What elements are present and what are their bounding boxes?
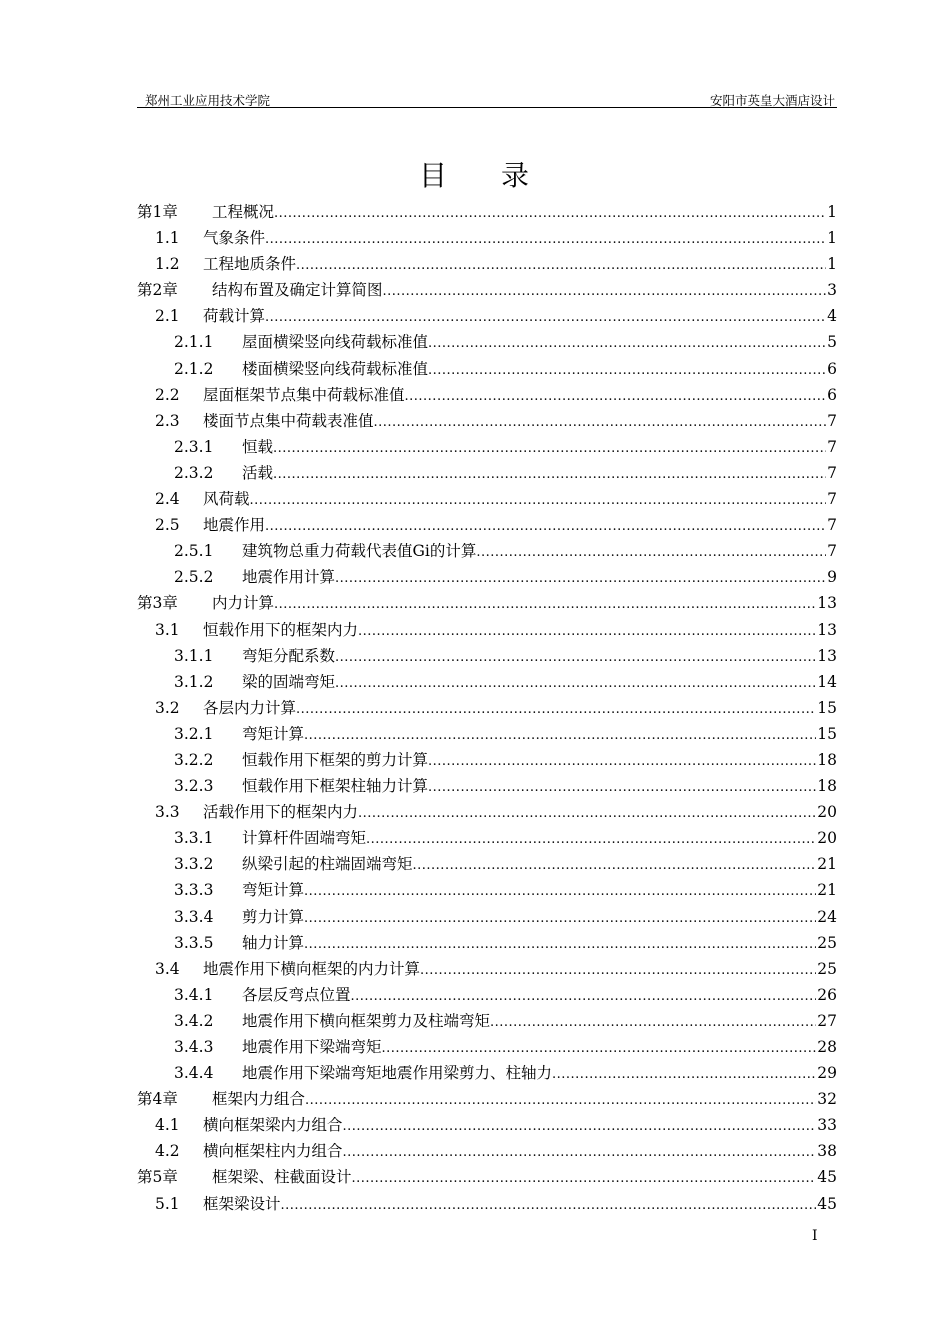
- toc-entry-number: 第2章: [137, 281, 178, 300]
- toc-leader-dots: [352, 1164, 817, 1192]
- toc-leader-dots: [383, 277, 827, 305]
- toc-entry-number: 4.2: [155, 1142, 180, 1161]
- toc-leader-dots: [265, 512, 826, 540]
- toc-entry[interactable]: [137, 643, 837, 669]
- toc-entry[interactable]: [137, 1138, 837, 1164]
- toc-entry[interactable]: [137, 956, 837, 982]
- toc-title: [0, 154, 950, 194]
- toc-entry-title: 轴力计算: [242, 933, 305, 952]
- toc-entry-title: 恒载作用下框架的剪力计算: [242, 750, 429, 769]
- toc-entry-number: 3.3: [155, 803, 180, 822]
- toc-entry-title: 框架内力组合: [212, 1090, 306, 1109]
- toc-entry[interactable]: [137, 1008, 837, 1034]
- toc-entry-number: 3.2.3: [174, 777, 214, 796]
- toc-leader-dots: [358, 617, 816, 645]
- toc-entry-title: 屋面横梁竖向线荷载标准值: [242, 333, 429, 352]
- toc-entry-number: 3.2: [155, 698, 180, 717]
- toc-title-char: 目: [418, 159, 449, 192]
- toc-entry[interactable]: [137, 564, 837, 590]
- toc-entry-title: 地震作用下横向框架的内力计算: [203, 959, 421, 978]
- toc-entry-title: 各层内力计算: [203, 698, 297, 717]
- toc-entry-page: 25: [817, 959, 837, 978]
- toc-entry[interactable]: [137, 408, 837, 434]
- toc-entry-number: 3.2.2: [174, 750, 214, 769]
- toc-entry[interactable]: [137, 590, 837, 616]
- toc-entry[interactable]: [137, 1112, 837, 1138]
- toc-entry-page: 29: [817, 1064, 837, 1083]
- toc-leader-dots: [358, 799, 816, 827]
- toc-entry[interactable]: [137, 904, 837, 930]
- toc-entry[interactable]: [137, 1164, 837, 1190]
- toc-entry-title: 弯矩分配系数: [242, 646, 336, 665]
- toc-leader-dots: [428, 773, 816, 801]
- toc-entry[interactable]: [137, 982, 837, 1008]
- toc-entry[interactable]: [137, 747, 837, 773]
- toc-entry-page: 45: [817, 1194, 837, 1213]
- toc-entry[interactable]: [137, 1191, 837, 1217]
- toc-entry-number: 4.1: [155, 1116, 180, 1135]
- toc-leader-dots: [304, 930, 816, 958]
- toc-entry-page: 20: [817, 829, 837, 848]
- toc-entry-title: 地震作用下横向框架剪力及柱端弯矩: [242, 1011, 491, 1030]
- toc-entry-number: 3.3.3: [174, 881, 214, 900]
- toc-entry-number: 3.4.4: [174, 1064, 214, 1083]
- toc-leader-dots: [366, 825, 816, 853]
- toc-leader-dots: [351, 982, 817, 1010]
- toc-leader-dots: [428, 356, 826, 384]
- toc-entry[interactable]: [137, 669, 837, 695]
- toc-entry-title: 恒载作用下的框架内力: [203, 620, 359, 639]
- header-institution: 郑州工业应用技术学院: [145, 93, 271, 108]
- toc-leader-dots: [281, 1191, 817, 1219]
- toc-entry-number: 3.3.2: [174, 855, 214, 874]
- toc-entry[interactable]: [137, 512, 837, 538]
- toc-entry-title: 工程概况: [212, 203, 275, 221]
- toc-entry-number: 2.3.2: [174, 463, 214, 482]
- toc-leader-dots: [265, 225, 826, 253]
- page-number: I: [812, 1228, 818, 1244]
- toc-entry-page: 7: [827, 516, 837, 535]
- toc-leader-dots: [405, 382, 827, 410]
- toc-leader-dots: [274, 590, 816, 618]
- toc-entry-page: 7: [827, 463, 837, 482]
- toc-entry[interactable]: [137, 825, 837, 851]
- toc-entry-page: 38: [817, 1142, 837, 1161]
- toc-entry-number: 2.4: [155, 490, 180, 509]
- toc-entry-page: 21: [817, 855, 837, 874]
- toc-entry-title: 活载: [242, 463, 274, 482]
- toc-entry-title: 地震作用下梁端弯矩地震作用梁剪力、柱轴力: [242, 1064, 553, 1083]
- toc-entry[interactable]: [137, 877, 837, 903]
- toc-entry-number: 3.3.4: [174, 907, 214, 926]
- toc-entry-number: 2.5.2: [174, 568, 214, 587]
- toc-entry-page: 1: [827, 229, 837, 248]
- toc-entry-title: 屋面框架节点集中荷载标准值: [203, 385, 405, 404]
- toc-entry-page: 13: [817, 620, 837, 639]
- toc-entry-page: 27: [817, 1011, 837, 1030]
- toc-entry-title: 楼面横梁竖向线荷载标准值: [242, 359, 429, 378]
- toc-leader-dots: [428, 747, 816, 775]
- toc-entry-page: 9: [827, 568, 837, 587]
- toc-entry-page: 18: [817, 750, 837, 769]
- toc-entry-page: 26: [817, 985, 837, 1004]
- toc-entry-number: 2.1.2: [174, 359, 214, 378]
- toc-entry[interactable]: [137, 1086, 837, 1112]
- toc-entry-number: 3.2.1: [174, 724, 214, 743]
- toc-entry[interactable]: [137, 721, 837, 747]
- toc-entry-title: 建筑物总重力荷载代表值Gi的计算: [242, 542, 477, 561]
- toc-entry-number: 2.1: [155, 307, 180, 326]
- toc-entry[interactable]: [137, 486, 837, 512]
- toc-entry[interactable]: [137, 434, 837, 460]
- toc-title-char: 录: [501, 159, 532, 192]
- toc-entry-title: 活载作用下的框架内力: [203, 803, 359, 822]
- toc-entry-number: 3.4: [155, 959, 180, 978]
- toc-entry-page: 20: [817, 803, 837, 822]
- toc-entry-title: 弯矩计算: [242, 724, 305, 743]
- toc-entry-page: 1: [827, 203, 837, 221]
- toc-entry-number: 5.1: [155, 1194, 180, 1213]
- toc-entry[interactable]: [137, 382, 837, 408]
- toc-leader-dots: [343, 1138, 817, 1166]
- toc-entry-number: 3.4.1: [174, 985, 214, 1004]
- toc-entry-number: 1.1: [155, 229, 180, 248]
- toc-entry-title: 内力计算: [212, 594, 275, 613]
- toc-entry-number: 3.1.2: [174, 672, 214, 691]
- toc-entry-page: 7: [827, 490, 837, 509]
- toc-entry[interactable]: [137, 225, 837, 251]
- toc-entry[interactable]: [137, 251, 837, 277]
- toc-entry[interactable]: [137, 329, 837, 355]
- toc-entry-title: 地震作用计算: [242, 568, 336, 587]
- toc-entry[interactable]: [137, 930, 837, 956]
- toc-entry-title: 框架梁设计: [203, 1194, 281, 1213]
- toc-entry-page: 7: [827, 411, 837, 430]
- toc-entry-number: 第3章: [137, 594, 178, 613]
- toc-entry-page: 25: [817, 933, 837, 952]
- toc-entry-page: 6: [827, 385, 837, 404]
- table-of-contents: [137, 199, 837, 1217]
- toc-entry-page: 7: [827, 542, 837, 561]
- toc-entry-page: 5: [827, 333, 837, 352]
- toc-leader-dots: [413, 851, 817, 879]
- toc-entry-page: 28: [817, 1038, 837, 1056]
- toc-entry-number: 1.2: [155, 255, 180, 274]
- toc-entry-number: 3.1.1: [174, 646, 214, 665]
- toc-entry[interactable]: [137, 773, 837, 799]
- page-header: [137, 91, 837, 108]
- toc-entry-title: 荷载计算: [203, 307, 266, 326]
- toc-entry[interactable]: [137, 851, 837, 877]
- toc-entry[interactable]: [137, 356, 837, 382]
- toc-entry-title: 工程地质条件: [203, 255, 297, 274]
- toc-entry[interactable]: [137, 277, 837, 303]
- toc-leader-dots: [552, 1060, 816, 1088]
- toc-entry[interactable]: [137, 1060, 837, 1086]
- toc-entry-number: 3.1: [155, 620, 180, 639]
- toc-leader-dots: [273, 434, 826, 462]
- toc-entry-title: 横向框架柱内力组合: [203, 1142, 343, 1161]
- toc-entry[interactable]: [137, 617, 837, 643]
- toc-entry[interactable]: [137, 1034, 837, 1060]
- toc-leader-dots: [304, 877, 816, 905]
- toc-leader-dots: [382, 1034, 817, 1062]
- toc-entry-page: 4: [827, 307, 837, 326]
- toc-entry-page: 21: [817, 881, 837, 900]
- toc-entry-page: 7: [827, 437, 837, 456]
- toc-entry-page: 1: [827, 255, 837, 274]
- toc-entry-title: 地震作用下梁端弯矩: [242, 1038, 382, 1056]
- toc-entry-title: 横向框架梁内力组合: [203, 1116, 343, 1135]
- toc-leader-dots: [374, 408, 827, 436]
- toc-entry-title: 恒载作用下框架柱轴力计算: [242, 777, 429, 796]
- toc-entry[interactable]: [137, 199, 837, 225]
- toc-leader-dots: [305, 1086, 816, 1114]
- toc-entry-number: 2.1.1: [174, 333, 214, 352]
- toc-entry-page: 33: [817, 1116, 837, 1135]
- toc-entry-number: 2.3.1: [174, 437, 214, 456]
- toc-leader-dots: [274, 199, 826, 227]
- toc-entry[interactable]: [137, 538, 837, 564]
- toc-entry-page: 6: [827, 359, 837, 378]
- toc-leader-dots: [335, 564, 826, 592]
- toc-entry-title: 剪力计算: [242, 907, 305, 926]
- toc-leader-dots: [428, 329, 826, 357]
- toc-entry-number: 第4章: [137, 1090, 178, 1109]
- toc-entry-title: 结构布置及确定计算简图: [212, 281, 383, 300]
- toc-entry[interactable]: [137, 303, 837, 329]
- toc-leader-dots: [273, 460, 826, 488]
- toc-entry-page: 32: [817, 1090, 837, 1109]
- toc-leader-dots: [490, 1008, 816, 1036]
- toc-entry-number: 3.3.1: [174, 829, 214, 848]
- header-project-title: 安阳市英皇大酒店设计: [709, 93, 835, 108]
- toc-leader-dots: [476, 538, 826, 566]
- toc-leader-dots: [265, 303, 826, 331]
- toc-entry-number: 3.3.5: [174, 933, 214, 952]
- toc-entry-number: 2.5: [155, 516, 180, 535]
- toc-leader-dots: [420, 956, 816, 984]
- toc-entry-title: 框架梁、柱截面设计: [212, 1168, 352, 1187]
- toc-entry[interactable]: [137, 460, 837, 486]
- toc-entry-number: 2.5.1: [174, 542, 214, 561]
- toc-entry-title: 各层反弯点位置: [242, 985, 351, 1004]
- toc-leader-dots: [250, 486, 827, 514]
- toc-entry-number: 3.4.2: [174, 1011, 214, 1030]
- toc-entry-number: 2.3: [155, 411, 180, 430]
- toc-entry-page: 13: [817, 646, 837, 665]
- toc-leader-dots: [304, 721, 816, 749]
- toc-entry-title: 弯矩计算: [242, 881, 305, 900]
- toc-entry-title: 风荷载: [203, 490, 250, 509]
- toc-entry-page: 3: [827, 281, 837, 300]
- toc-entry-number: 第5章: [137, 1168, 178, 1187]
- toc-entry-title: 恒载: [242, 437, 274, 456]
- toc-entry-title: 梁的固端弯矩: [242, 672, 336, 691]
- toc-leader-dots: [296, 251, 826, 279]
- toc-leader-dots: [296, 695, 816, 723]
- toc-entry[interactable]: [137, 799, 837, 825]
- toc-entry-page: 15: [817, 724, 837, 743]
- toc-leader-dots: [335, 643, 816, 671]
- toc-entry-number: 2.2: [155, 385, 180, 404]
- toc-entry[interactable]: [137, 695, 837, 721]
- toc-entry-number: 第1章: [137, 203, 178, 221]
- toc-entry-title: 气象条件: [203, 229, 266, 248]
- toc-entry-page: 15: [817, 698, 837, 717]
- toc-leader-dots: [343, 1112, 817, 1140]
- toc-entry-title: 纵梁引起的柱端固端弯矩: [242, 855, 413, 874]
- toc-entry-page: 45: [817, 1168, 837, 1187]
- toc-entry-page: 14: [817, 672, 837, 691]
- toc-entry-title: 地震作用: [203, 516, 266, 535]
- toc-entry-title: 计算杆件固端弯矩: [242, 829, 367, 848]
- toc-entry-page: 18: [817, 777, 837, 796]
- toc-leader-dots: [304, 904, 816, 932]
- toc-entry-page: 24: [817, 907, 837, 926]
- toc-entry-title: 楼面节点集中荷载表准值: [203, 411, 374, 430]
- toc-leader-dots: [335, 669, 816, 697]
- toc-entry-page: 13: [817, 594, 837, 613]
- toc-entry-number: 3.4.3: [174, 1038, 214, 1056]
